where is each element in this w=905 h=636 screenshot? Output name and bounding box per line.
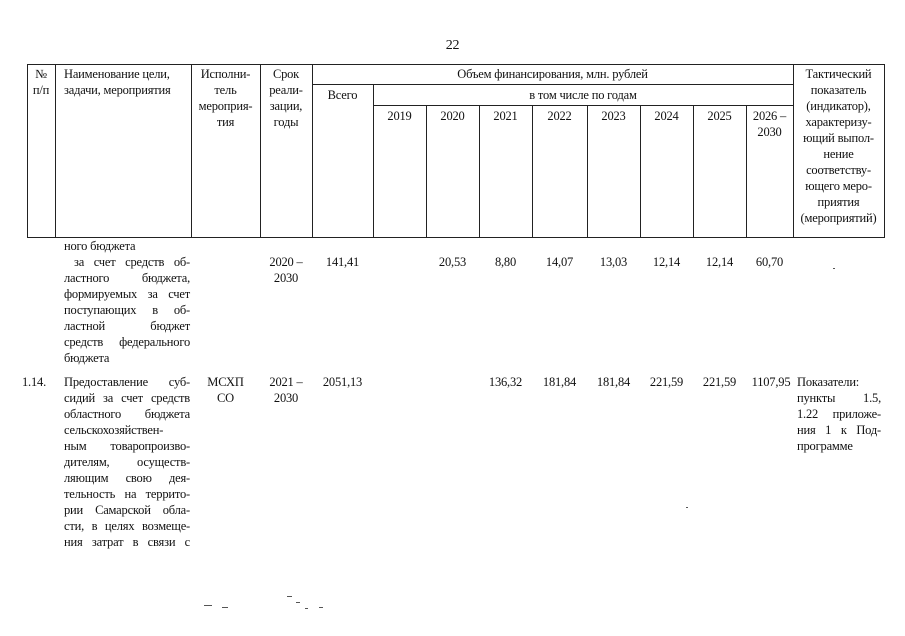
row-114-indicator: Показатели: пункты 1.5, 1.22 приложе- ния 1 к Под- программе bbox=[797, 375, 881, 453]
row-114-number: 1.14. bbox=[22, 375, 47, 389]
page-number: 22 bbox=[445, 38, 460, 53]
row-regional-total: 141,41 bbox=[325, 255, 360, 269]
header-funding-title: Объем финансирования, млн. рублей bbox=[457, 67, 648, 81]
header-year-2020: 2020 bbox=[440, 109, 465, 123]
header-term: Срок реали- зации, годы bbox=[269, 67, 303, 129]
row-continuation-text: ного бюджета bbox=[64, 239, 136, 253]
row-114-2021: 136,32 bbox=[488, 375, 523, 389]
row-114-description: Предоставление суб- сидий за счет средств областного бюджета сельскохозяйствен- ным товаропроизво- дителям, осуществ- ляющим свою дея- тельность на террито- рии Самарской обла- сти, в целях возмеще- ния затрат в связи с bbox=[64, 375, 190, 549]
row-regional-2021: 8,80 bbox=[494, 255, 517, 269]
row-regional-2026-2030: 60,70 bbox=[755, 255, 784, 269]
header-year-2022: 2022 bbox=[547, 109, 572, 123]
row-114-executor: МСХП СО bbox=[207, 375, 244, 405]
header-name: Наименование цели, задачи, мероприятия bbox=[64, 67, 171, 97]
row-regional-2020: 20,53 bbox=[438, 255, 467, 269]
header-year-2026-2030: 2026 – 2030 bbox=[752, 109, 787, 139]
row-regional-2022: 14,07 bbox=[545, 255, 574, 269]
header-year-2025: 2025 bbox=[707, 109, 732, 123]
row-regional-2025: 12,14 bbox=[705, 255, 734, 269]
row-114-2022: 181,84 bbox=[542, 375, 577, 389]
row-114-2024: 221,59 bbox=[649, 375, 684, 389]
header-indicator: Тактический показатель (индикатор), характеризу- ющий выпол- нение соответству- ющего меро- приятия (мероприятий) bbox=[800, 67, 877, 225]
header-by-years: в том числе по годам bbox=[529, 88, 637, 102]
row-regional-2024: 12,14 bbox=[652, 255, 681, 269]
row-regional-term: 2020 – 2030 bbox=[269, 255, 303, 285]
header-total: Всего bbox=[327, 88, 358, 102]
header-year-2023: 2023 bbox=[601, 109, 626, 123]
header-num: № п/п bbox=[32, 67, 50, 97]
header-year-2021: 2021 bbox=[493, 109, 518, 123]
row-114-2023: 181,84 bbox=[596, 375, 631, 389]
header-executor: Исполни- тель мероприя- тия bbox=[198, 67, 253, 129]
row-114-term: 2021 – 2030 bbox=[269, 375, 303, 405]
row-114-2025: 221,59 bbox=[702, 375, 737, 389]
row-regional-2023: 13,03 bbox=[599, 255, 628, 269]
header-year-2024: 2024 bbox=[654, 109, 679, 123]
row-regional-description: за счет средств об- ластного бюджета, формируемых за счет поступающих в об- ластной бюджет средств федерального бюджета bbox=[64, 255, 190, 365]
row-114-total: 2051,13 bbox=[322, 375, 363, 389]
header-year-2019: 2019 bbox=[387, 109, 412, 123]
row-114-2026-2030: 1107,95 bbox=[751, 375, 791, 389]
